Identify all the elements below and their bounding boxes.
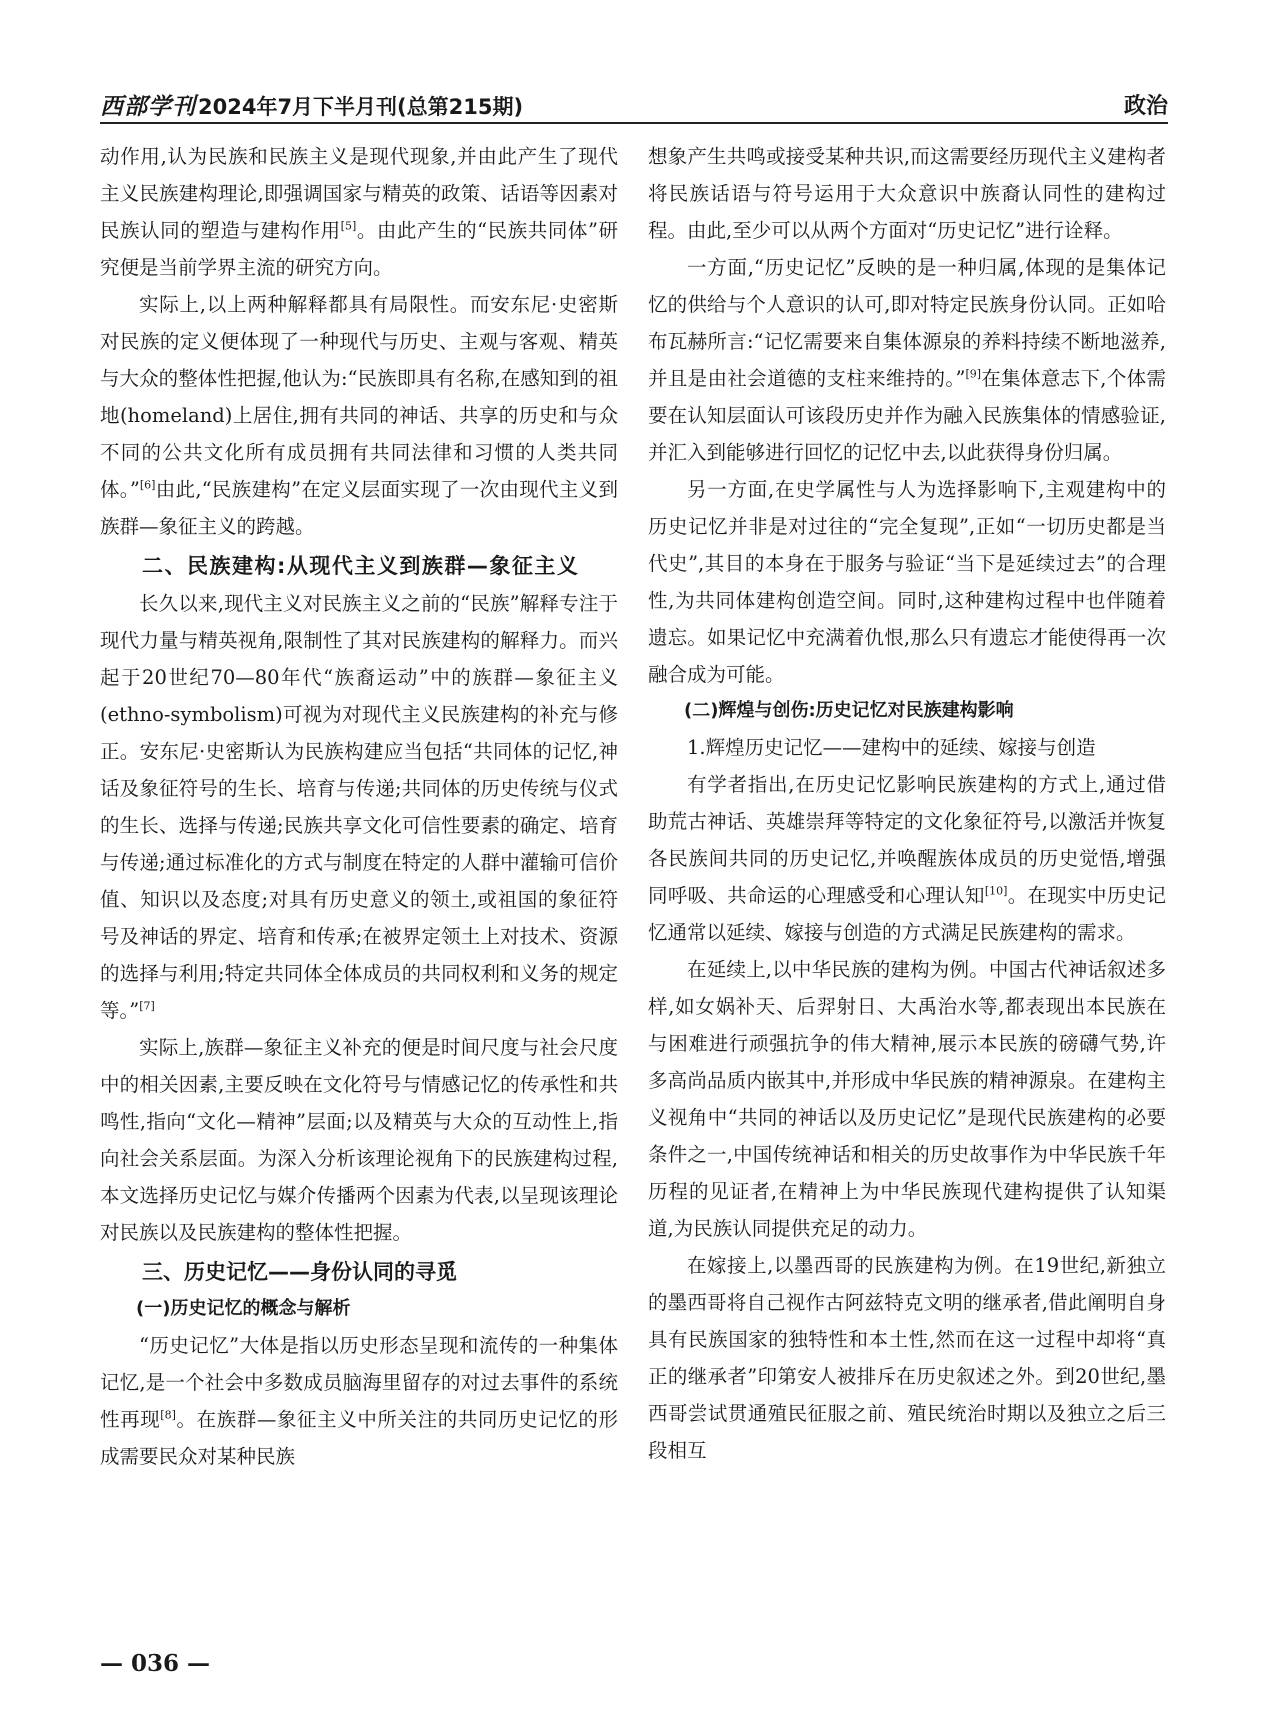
paragraph: 在嫁接上,以墨西哥的民族建构为例。在19世纪,新独立的墨西哥将自己视作古阿兹特克文明的继承者,借此阐明自身具有民族国家的独特性和本土性,然而在这一过程中却将“真正的继承者”印第安人被排斥在历史叙述之外。到20世纪,墨西哥尝试贯通殖民征服之前、殖民统治时期以及独立之后三段相互 (648, 1254, 1166, 1462)
section-label: 政治 (1123, 93, 1168, 119)
left-column (100, 138, 618, 1475)
paragraph: 一方面,“历史记忆”反映的是一种归属,体现的是集体记忆的供给与个人意识的认可,即对特定民族身份认同。正如哈布瓦赫所言:“记忆需要来自集体源泉的养料持续不断地滋养,并且是由社会道德的支柱来维持的。”[9]在集体意志下,个体需要在认知层面认可该段历史并作为融入民族集体的情感验证,并汇入到能够进行回忆的记忆中去,以此获得身份归属。 (648, 256, 1166, 464)
sub-heading: 1.辉煌历史记忆——建构中的延续、嫁接与创造 (687, 736, 1096, 759)
citation-ref[interactable]: [7] (139, 999, 155, 1013)
paragraph: 在延续上,以中华民族的建构为例。中国古代神话叙述多样,如女娲补天、后羿射日、大禹治水等,都表现出本民族在与困难进行顽强抗争的伟大精神,展示本民族的磅礴气势,许多高尚品质内嵌其中,并形成中华民族的精神源泉。在建构主义视角中“共同的神话以及历史记忆”是现代民族建构的必要条件之一,中国传统神话和相关的历史故事作为中华民族千年历程的见证者,在精神上为中华民族现代建构提供了认知渠道,为民族认同提供充足的动力。 (648, 958, 1166, 1240)
citation-ref[interactable]: [10] (984, 884, 1008, 898)
paragraph: 有学者指出,在历史记忆影响民族建构的方式上,通过借助荒古神话、英雄崇拜等特定的文化象征符号,以激活并恢复各民族间共同的历史记忆,并唤醒族体成员的历史觉悟,增强同呼吸、共命运的心理感受和心理认知[10]。在现实中历史记忆通常以延续、嫁接与创造的方式满足民族建构的需求。 (648, 773, 1166, 944)
paragraph: 长久以来,现代主义对民族主义之前的“民族”解释专注于现代力量与精英视角,限制性了其对民族建构的解释力。而兴起于20世纪70—80年代“族裔运动”中的族群—象征主义(ethno-symbolism)可视为对现代主义民族建构的补充与修正。安东尼·史密斯认为民族构建应当包括“共同体的记忆,神话及象征符号的生长、培育与传递;共同体的历史传统与仪式的生长、选择与传递;民族共享文化可信性要素的确定、培育与传递;通过标准化的方式与制度在特定的人群中灌输可信价值、知识以及态度;对具有历史意义的领土,或祖国的象征符号及神话的界定、培育和传承;在被界定领土上对技术、资源的选择与利用;特定共同体全体成员的共同权利和义务的规定等。”[7] (100, 592, 618, 1022)
citation-ref[interactable]: [6] (139, 478, 156, 492)
header-left (100, 88, 523, 121)
paragraph: 实际上,以上两种解释都具有局限性。而安东尼·史密斯对民族的定义便体现了一种现代与历史、主观与客观、精英与大众的整体性把握,他认为:“民族即具有名称,在感知到的祖地(homeland)上居住,拥有共同的神话、共享的历史和与众不同的公共文化所有成员拥有共同法律和习惯的人类共同体。”[6]由此,“民族建构”在定义层面实现了一次由现代主义到族群—象征主义的跨越。 (100, 293, 618, 538)
section-heading: 二、民族建构:从现代主义到族群—象征主义 (142, 554, 580, 578)
issue-info: 2024年7月下半月刊(总第215期) (198, 94, 524, 119)
subsection-heading: (二)辉煌与创伤:历史记忆对民族建构影响 (684, 700, 1014, 721)
citation-ref[interactable]: [9] (965, 367, 982, 381)
right-column (648, 138, 1166, 1469)
citation-ref[interactable]: [5] (340, 219, 357, 233)
journal-logo: 西部学刊 (100, 92, 196, 120)
paragraph: 想象产生共鸣或接受某种共识,而这需要经历现代主义建构者将民族话语与符号运用于大众意识中族裔认同性的建构过程。由此,至少可以从两个方面对“历史记忆”进行诠释。 (648, 145, 1166, 242)
citation-ref[interactable]: [8] (160, 1408, 176, 1422)
page-number: — 036 — (100, 1650, 211, 1677)
section-heading: 三、历史记忆——身份认同的寻觅 (142, 1260, 457, 1284)
page-header (100, 86, 1168, 124)
paragraph: 另一方面,在史学属性与人为选择影响下,主观建构中的历史记忆并非是对过往的“完全复现”,正如“一切历史都是当代史”,其目的本身在于服务与验证“当下是延续过去”的合理性,为共同体建构创造空间。同时,这种建构过程中也伴随着遗忘。如果记忆中充满着仇恨,那么只有遗忘才能使得再一次融合成为可能。 (648, 478, 1166, 686)
paragraph: 动作用,认为民族和民族主义是现代现象,并由此产生了现代主义民族建构理论,即强调国家与精英的政策、话语等因素对民族认同的塑造与建构作用[5]。由此产生的“民族共同体”研究便是当前学界主流的研究方向。 (100, 145, 618, 279)
subsection-heading: (一)历史记忆的概念与解析 (136, 1298, 351, 1319)
paragraph: 实际上,族群—象征主义补充的便是时间尺度与社会尺度中的相关因素,主要反映在文化符号与情感记忆的传承性和共鸣性,指向“文化—精神”层面;以及精英与大众的互动性上,指向社会关系层面。为深入分析该理论视角下的民族建构过程,本文选择历史记忆与媒介传播两个因素为代表,以呈现该理论对民族以及民族建构的整体性把握。 (100, 1036, 618, 1244)
paragraph: “历史记忆”大体是指以历史形态呈现和流传的一种集体记忆,是一个社会中多数成员脑海里留存的对过去事件的系统性再现[8]。在族群—象征主义中所关注的共同历史记忆的形成需要民众对某种民族 (100, 1334, 618, 1468)
